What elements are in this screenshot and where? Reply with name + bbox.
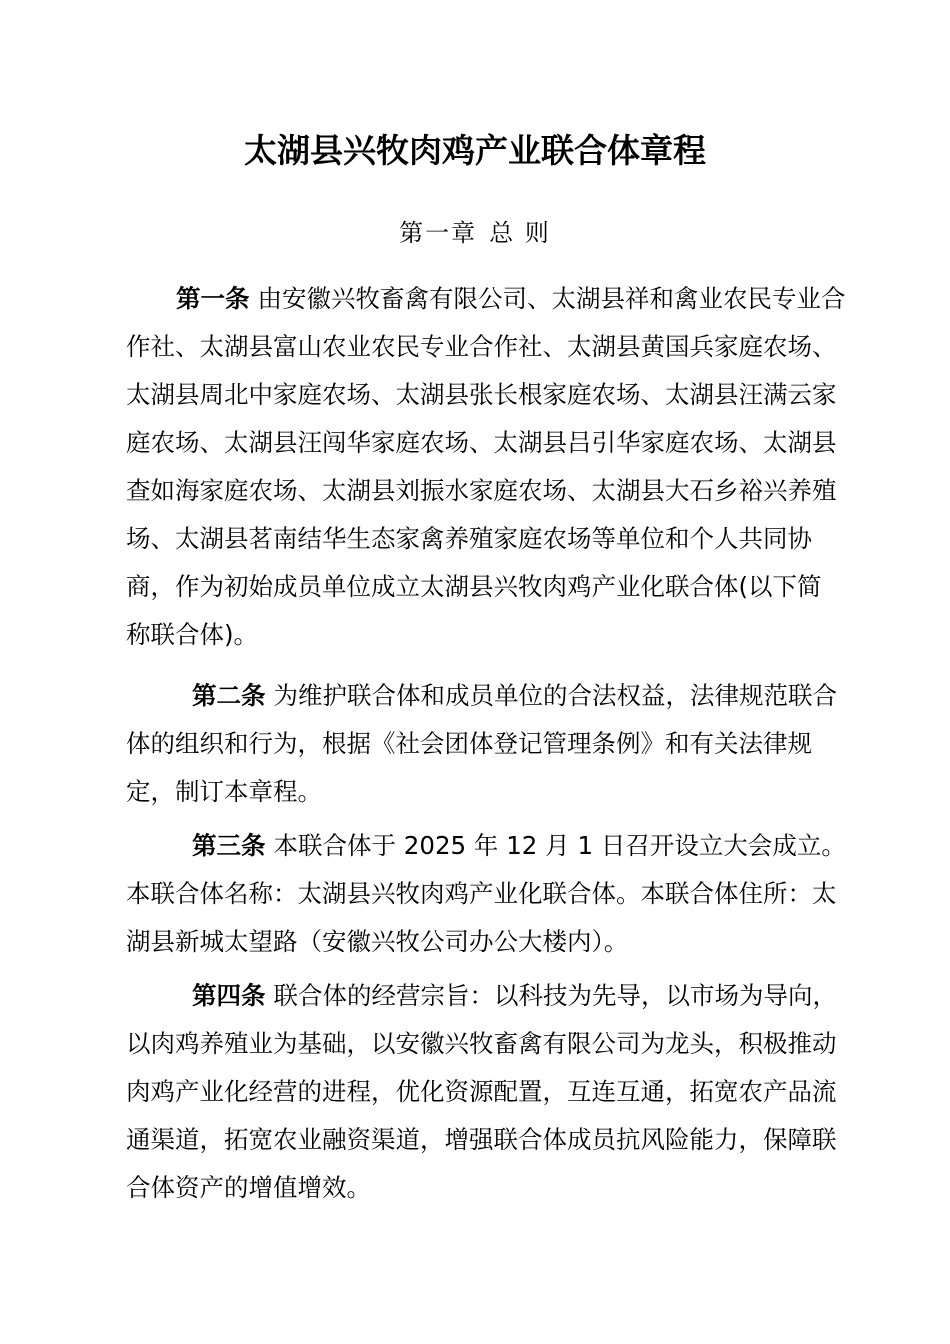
article-3	[126, 822, 846, 966]
article-text: 本联合体于 2025 年 12 月 1 日召开设立大会成立。本联合体名称：太湖县兴牧肉鸡产业化联合体。本联合体住所：太湖县新城太望路（安徽兴牧公司办公大楼内）。	[126, 831, 846, 956]
chapter-name: 总 则	[489, 219, 551, 247]
article-text: 由安徽兴牧畜禽有限公司、太湖县祥和禽业农民专业合作社、太湖县富山农业农民专业合作社、太湖县黄国兵家庭农场、太湖县周北中家庭农场、太湖县张长根家庭农场、太湖县汪满云家庭农场、太湖县汪闯华家庭农场、太湖县吕引华家庭农场、太湖县查如海家庭农场、太湖县刘振水家庭农场、太湖县大石乡裕兴养殖场、太湖县茗南结华生态家禽养殖家庭农场等单位和个人共同协商，作为初始成员单位成立太湖县兴牧肉鸡产业化联合体(以下简称联合体)。	[126, 284, 846, 649]
article-text: 联合体的经营宗旨：以科技为先导，以市场为导向，以肉鸡养殖业为基础，以安徽兴牧畜禽有限公司为龙头，积极推动肉鸡产业化经营的进程，优化资源配置，互连互通，拓宽农产品流通渠道，拓宽农业融资渠道，增强联合体成员抗风险能力，保障联合体资产的增值增效。	[126, 981, 837, 1202]
article-label: 第三条	[192, 831, 266, 860]
chapter-heading	[0, 216, 950, 250]
article-2	[126, 672, 846, 816]
document-title: 太湖县兴牧肉鸡产业联合体章程	[244, 131, 706, 170]
article-label: 第一条	[176, 284, 250, 313]
article-label: 第四条	[192, 981, 266, 1010]
article-4	[126, 972, 846, 1212]
article-text: 为维护联合体和成员单位的合法权益，法律规范联合体的组织和行为，根据《社会团体登记管理条例》和有关法律规定，制订本章程。	[126, 681, 837, 806]
chapter-number: 第一章	[399, 219, 478, 247]
article-label: 第二条	[192, 681, 266, 710]
article-1	[126, 275, 846, 659]
